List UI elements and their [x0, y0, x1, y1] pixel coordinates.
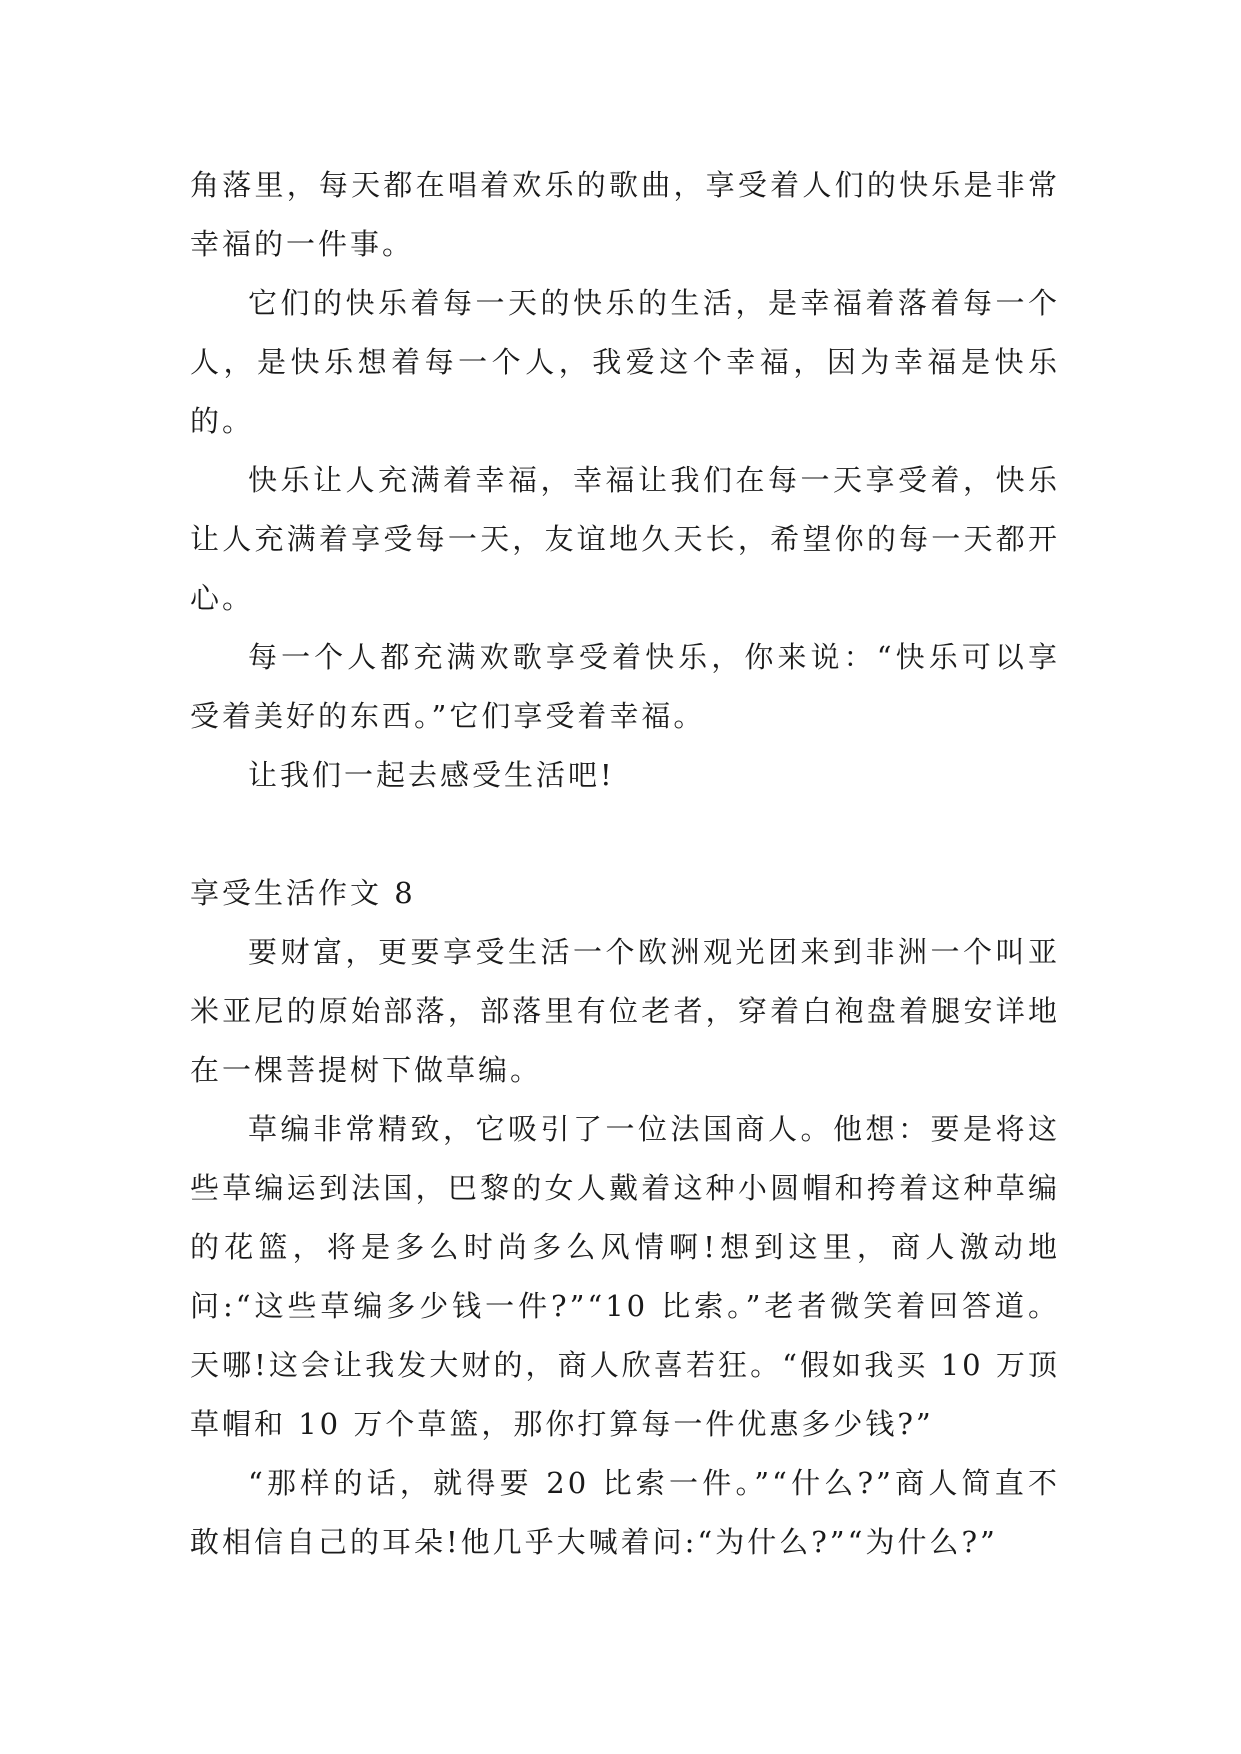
section-title: 享受生活作文 8 [190, 876, 416, 910]
paragraph: “那样的话，就得要 20 比索一件。”“什么?”商人简直不敢相信自己的耳朵!他几乎大喊着问:“为什么?”“为什么?” [190, 1466, 1060, 1559]
document-body [190, 156, 1060, 1572]
paragraph: 草编非常精致，它吸引了一位法国商人。他想：要是将这些草编运到法国，巴黎的女人戴着这种小圆帽和挎着这种草编的花篮，将是多么时尚多么风情啊!想到这里，商人激动地问:“这些草编多少钱一件?”“10 比索。”老者微笑着回答道。天哪!这会让我发大财的，商人欣喜若狂。“假如我买 10 万顶草帽和 10 万个草篮，那你打算每一件优惠多少钱?” [190, 1112, 1060, 1441]
paragraph: 它们的快乐着每一天的快乐的生活，是幸福着落着每一个人，是快乐想着每一个人，我爱这个幸福，因为幸福是快乐的。 [190, 286, 1060, 438]
paragraph: 让我们一起去感受生活吧! [248, 758, 615, 792]
section-spacer [190, 805, 1060, 864]
paragraph: 快乐让人充满着幸福，幸福让我们在每一天享受着，快乐让人充满着享受每一天，友谊地久天长，希望你的每一天都开心。 [190, 463, 1060, 615]
paragraph: 要财富，更要享受生活一个欧洲观光团来到非洲一个叫亚米亚尼的原始部落，部落里有位老者，穿着白袍盘着腿安详地在一棵菩提树下做草编。 [190, 935, 1060, 1087]
paragraph: 每一个人都充满欢歌享受着快乐，你来说：“快乐可以享受着美好的东西。”它们享受着幸福。 [190, 640, 1060, 733]
paragraph-continuation: 角落里，每天都在唱着欢乐的歌曲，享受着人们的快乐是非常幸福的一件事。 [190, 168, 1060, 261]
